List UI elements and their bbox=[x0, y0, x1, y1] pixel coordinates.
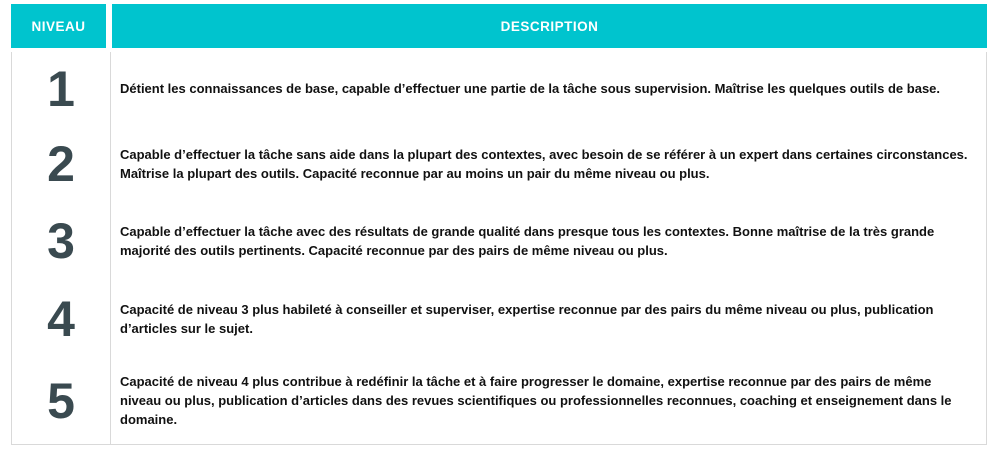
header-description: DESCRIPTION bbox=[112, 4, 987, 48]
header-niveau: NIVEAU bbox=[11, 4, 106, 48]
table-body bbox=[11, 52, 987, 445]
competency-levels-table bbox=[11, 4, 987, 445]
table-row bbox=[12, 280, 986, 357]
level-description: Capacité de niveau 4 plus contribue à redéfinir la tâche et à faire progresser le domaine, expertise reconnue par des pairs de même niveau ou plus, publication d’articles dans des revues scientifiques ou professionnelles reconnues, coaching et enseignement dans le domaine. bbox=[120, 374, 952, 427]
level-number: 1 bbox=[12, 52, 111, 125]
level-description: Capable d’effectuer la tâche sans aide dans la plupart des contextes, avec besoin de se référer à un expert dans certaines circonstances. Maîtrise la plupart des outils. Capacité reconnue par au moins un pair du même niveau ou plus. bbox=[120, 146, 968, 181]
level-number: 2 bbox=[12, 125, 111, 202]
level-number: 5 bbox=[12, 357, 111, 444]
level-description: Détient les connaissances de base, capable d’effectuer une partie de la tâche sous supervision. Maîtrise les quelques outils de base. bbox=[120, 81, 941, 96]
level-number: 3 bbox=[12, 202, 111, 280]
table-row bbox=[12, 202, 986, 280]
level-number: 4 bbox=[12, 280, 111, 357]
table-row bbox=[12, 357, 986, 444]
level-description: Capable d’effectuer la tâche avec des résultats de grande qualité dans presque tous les contextes. Bonne maîtrise de la très grande majorité des outils pertinents. Capacité reconnue par des pairs de même niveau ou plus. bbox=[120, 224, 935, 258]
table-header bbox=[11, 4, 987, 48]
table-row bbox=[12, 52, 986, 125]
level-description: Capacité de niveau 3 plus habileté à conseiller et superviser, expertise reconnue par des pairs du même niveau ou plus, publication d’articles sur le sujet. bbox=[120, 301, 934, 336]
table-row bbox=[12, 125, 986, 202]
